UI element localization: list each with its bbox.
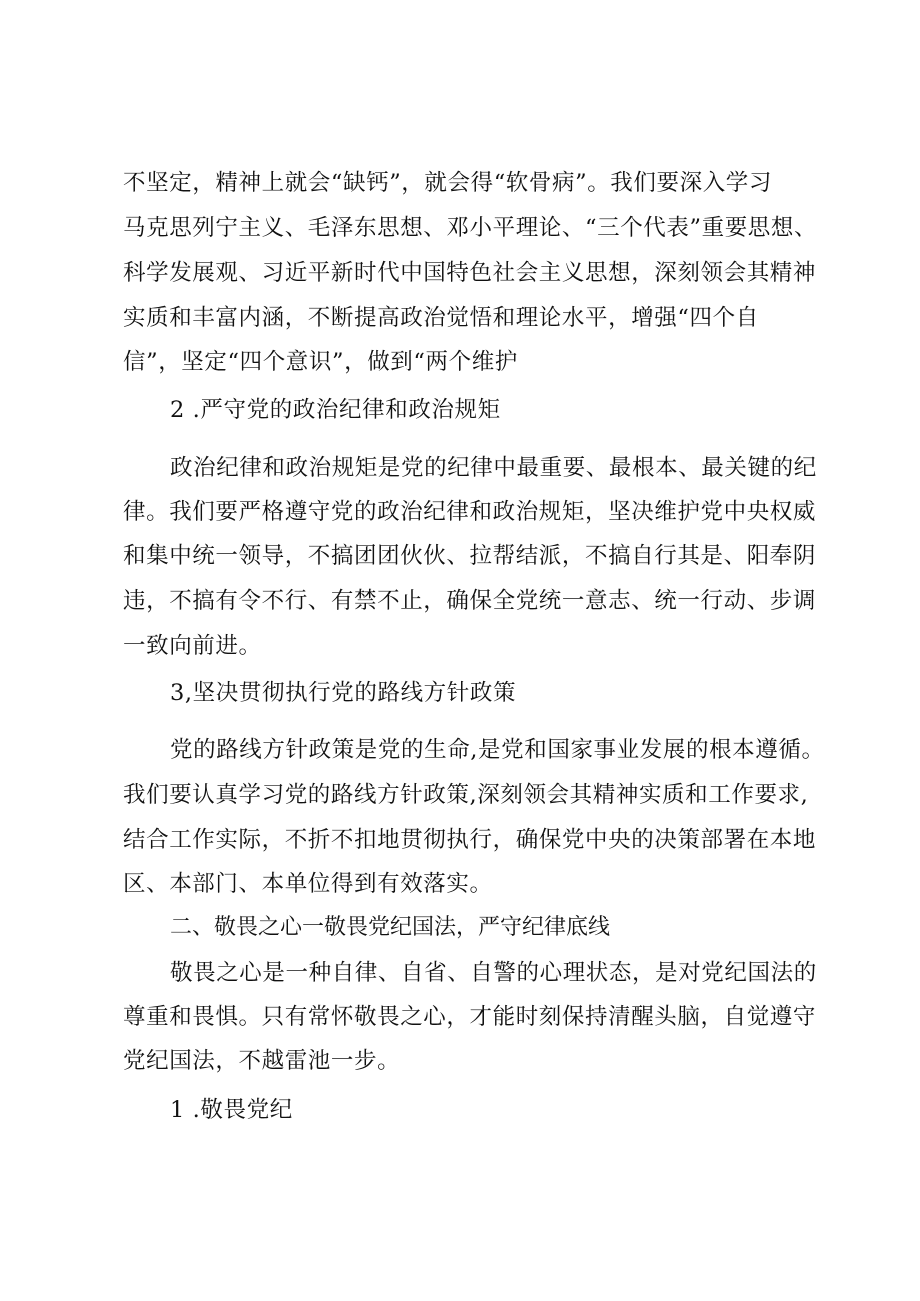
paragraph-3-line-2: 我们要认真学习党的路线方针政策,深刻领会其精神实质和工作要求, bbox=[123, 782, 809, 808]
paragraph-2-line-2: 律。我们要严格遵守党的政治纪律和政治规矩，坚决维护党中央权威 bbox=[123, 499, 817, 525]
subheading-3: 3,坚决贯彻执行党的路线方针政策 bbox=[170, 680, 517, 706]
paragraph-2-line-5: 一致向前进。 bbox=[123, 633, 262, 659]
paragraph-4-line-3: 党纪国法，不越雷池一步。 bbox=[123, 1048, 401, 1074]
paragraph-2-line-4: 违，不搞有令不行、有禁不止，确保全党统一意志、统一行动、步调 bbox=[123, 588, 817, 614]
paragraph-1-line-4: 实质和丰富内涵，不断提高政治觉悟和理论水平，增强“四个自 bbox=[123, 305, 759, 331]
paragraph-3-line-4: 区、本部门、本单位得到有效落实。 bbox=[123, 871, 493, 897]
paragraph-3-line-3: 结合工作实际，不折不扣地贯彻执行，确保党中央的决策部署在本地 bbox=[123, 827, 817, 853]
paragraph-2-line-1: 政治纪律和政治规矩是党的纪律中最重要、最根本、最关键的纪 bbox=[170, 455, 817, 481]
paragraph-1-line-1: 不坚定，精神上就会“缺钙”，就会得“软骨病”。我们要深入学习 bbox=[123, 170, 773, 196]
paragraph-1-line-5: 信”，坚定“四个意识”，做到“两个维护 bbox=[123, 349, 518, 375]
paragraph-1-line-2: 马克思列宁主义、毛泽东思想、邓小平理论、“三个代表”重要思想、 bbox=[123, 215, 818, 241]
paragraph-4-line-1: 敬畏之心是一种自律、自省、自警的心理状态，是对党纪国法的 bbox=[170, 960, 817, 986]
paragraph-1-line-3: 科学发展观、习近平新时代中国特色社会主义思想，深刻领会其精神 bbox=[123, 260, 817, 286]
section-2-title: 二、敬畏之心一敬畏党纪国法，严守纪律底线 bbox=[170, 915, 611, 940]
paragraph-4-line-2: 尊重和畏惧。只有常怀敬畏之心，才能时刻保持清醒头脑，自觉遵守 bbox=[123, 1004, 817, 1030]
paragraph-2-line-3: 和集中统一领导，不搞团团伙伙、拉帮结派，不搞自行其是、阳奉阴 bbox=[123, 543, 817, 569]
subheading-4: 1 .敬畏党纪 bbox=[170, 1097, 293, 1123]
subheading-2: 2 .严守党的政治纪律和政治规矩 bbox=[170, 397, 501, 423]
paragraph-3-line-1: 党的路线方针政策是党的生命,是党和国家事业发展的根本遵循。 bbox=[170, 737, 825, 763]
